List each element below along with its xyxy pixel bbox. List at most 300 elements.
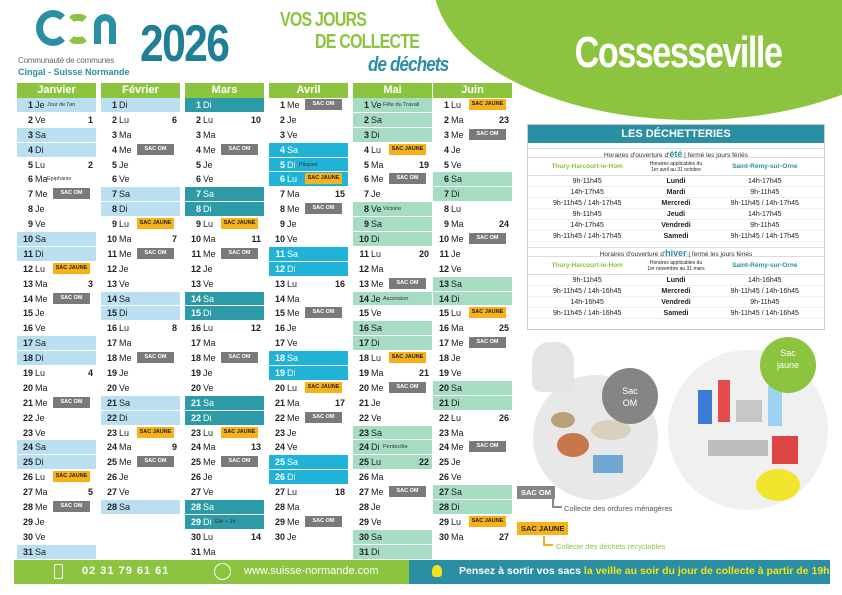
day-number: 10	[106, 234, 117, 245]
day-row	[185, 202, 264, 217]
day-row	[433, 515, 512, 530]
day-number: 5	[443, 159, 449, 170]
week-number: 13	[250, 442, 261, 453]
day-row	[433, 113, 512, 128]
day-number: 25	[274, 457, 285, 468]
day-number: 23	[274, 427, 285, 438]
week-number: 21	[418, 368, 429, 379]
day-number: 26	[190, 472, 201, 483]
title-line-1: VOS JOURS	[280, 9, 367, 31]
day-number: 13	[438, 278, 449, 289]
day-number: 23	[106, 427, 117, 438]
day-row	[101, 158, 180, 173]
weekday: Ma	[119, 442, 132, 453]
day-number: 13	[106, 278, 117, 289]
day-number: 6	[195, 174, 201, 185]
day-row	[185, 351, 264, 366]
day-row	[185, 172, 264, 187]
weekday: Je	[119, 368, 129, 379]
weekday: Sa	[203, 189, 215, 200]
day-name: Mercredi	[661, 288, 691, 295]
day-number: 11	[275, 248, 285, 259]
summer-period: Horaires applicables du 1er avril au 31 octobre	[649, 160, 703, 173]
month-fevrier	[101, 83, 180, 515]
weekday: Me	[203, 144, 216, 155]
day-number: 18	[274, 353, 285, 364]
weekday: Sa	[451, 278, 463, 289]
day-row	[185, 262, 264, 277]
month-header: Juin	[433, 83, 512, 98]
weekday: Me	[203, 248, 216, 259]
day-row	[185, 128, 264, 143]
day-row	[269, 113, 348, 128]
day-row	[17, 426, 96, 441]
week-number: 2	[87, 159, 93, 170]
day-number: 6	[111, 174, 117, 185]
day-row	[353, 262, 432, 277]
weekday: Je	[371, 189, 381, 200]
weekday: Ve	[203, 487, 214, 498]
day-number: 8	[279, 204, 285, 215]
day-row	[101, 321, 180, 336]
day-row	[101, 366, 180, 381]
week-number: 10	[250, 114, 261, 125]
day-row	[17, 545, 96, 560]
day-row	[353, 292, 432, 307]
day-row	[269, 321, 348, 336]
weekday: Di	[35, 457, 44, 468]
site-a-hours: 9h-11h45 / 14h-17h45	[553, 233, 622, 240]
day-number: 26	[22, 472, 33, 483]
day-number: 3	[195, 129, 201, 140]
day-row	[353, 143, 432, 158]
weekday: Ve	[451, 472, 462, 483]
sac-om-tag: SAC OM	[305, 203, 342, 214]
day-number: 4	[195, 144, 201, 155]
day-row	[17, 232, 96, 247]
day-row	[269, 336, 348, 351]
day-row	[185, 158, 264, 173]
day-row	[433, 426, 512, 441]
weekday: Ve	[451, 159, 462, 170]
week-number: 9	[171, 442, 177, 453]
day-number: 12	[274, 263, 285, 274]
weekday: Ve	[371, 516, 382, 527]
week-number: 18	[334, 487, 345, 498]
weekday: Di	[287, 263, 296, 274]
day-number: 18	[438, 353, 449, 364]
weekday: Sa	[119, 293, 131, 304]
day-number: 16	[190, 323, 201, 334]
sac-om-tag: SAC OM	[469, 129, 506, 140]
site-b-hours: 9h-11h45 / 14h-16h45	[730, 288, 799, 295]
weekday: Sa	[203, 293, 215, 304]
day-row	[269, 351, 348, 366]
weekday: Di	[119, 100, 128, 110]
weekday: Sa	[119, 397, 131, 408]
day-row	[433, 98, 512, 113]
day-number: 10	[22, 234, 33, 245]
holiday-label: Fête du Travail	[383, 102, 420, 108]
weekday: Sa	[371, 531, 383, 542]
day-number: 12	[358, 263, 369, 274]
sac-om-tag: SAC OM	[305, 516, 342, 527]
weekday: Lu	[287, 174, 298, 185]
day-row	[353, 530, 432, 545]
site-b-hours: 9h-11h45 / 14h-17h45	[730, 200, 799, 207]
day-row	[353, 366, 432, 381]
day-number: 13	[190, 278, 201, 289]
day-number: 29	[438, 516, 449, 527]
day-number: 11	[359, 248, 369, 259]
weekday: Ve	[287, 338, 298, 349]
day-number: 17	[438, 338, 449, 349]
day-number: 20	[438, 382, 449, 393]
day-name: Lundi	[666, 178, 686, 185]
day-number: 27	[358, 487, 369, 498]
day-number: 1	[195, 100, 201, 110]
month-header: Avril	[269, 83, 348, 98]
weekday: Sa	[35, 442, 47, 453]
weekday: Sa	[287, 144, 299, 155]
day-row	[185, 411, 264, 426]
day-row	[185, 306, 264, 321]
day-row	[433, 530, 512, 545]
hours-row	[528, 286, 824, 297]
weekday: Ma	[35, 382, 48, 393]
day-number: 24	[358, 442, 369, 453]
day-row	[101, 396, 180, 411]
day-row	[17, 306, 96, 321]
weekday: Lu	[35, 368, 46, 379]
weekday: Lu	[451, 308, 462, 319]
day-number: 15	[274, 308, 285, 319]
weekday: Ma	[287, 293, 300, 304]
day-number: 18	[22, 353, 33, 364]
weekday: Lu	[371, 457, 382, 468]
month-mai	[353, 83, 432, 560]
day-row	[353, 411, 432, 426]
month-mars	[185, 83, 264, 560]
weekday: Je	[451, 353, 461, 364]
day-row	[269, 366, 348, 381]
weekday: Ve	[371, 204, 382, 215]
day-name: Lundi	[666, 277, 686, 284]
sac-om-tag: SAC OM	[389, 278, 426, 289]
day-row	[353, 217, 432, 232]
day-row	[17, 366, 96, 381]
day-number: 15	[438, 308, 449, 319]
sac-jaune-tag: SAC JAUNE	[221, 218, 258, 229]
day-number: 8	[443, 204, 449, 215]
weekday: Ma	[119, 129, 132, 140]
day-number: 28	[438, 502, 449, 513]
day-number: 9	[443, 219, 449, 230]
sac-om-tag: SAC OM	[469, 337, 506, 348]
sac-om-tag: SAC OM	[469, 233, 506, 244]
holiday-label: Epiphanie	[47, 176, 72, 183]
day-row	[433, 336, 512, 351]
weekday: Ve	[371, 308, 382, 319]
week-number: 12	[250, 323, 261, 334]
day-row	[17, 113, 96, 128]
decheteries-panel	[527, 124, 825, 330]
month-header: Mars	[185, 83, 264, 98]
summer-header-row	[528, 158, 824, 176]
day-row	[185, 113, 264, 128]
day-row	[17, 515, 96, 530]
weekday: Di	[203, 204, 212, 215]
day-row	[433, 485, 512, 500]
weekday: Je	[451, 144, 461, 155]
day-row	[269, 232, 348, 247]
day-number: 1	[279, 100, 285, 110]
weekday: Ve	[35, 219, 46, 230]
weekday: Ve	[451, 368, 462, 379]
day-number: 14	[274, 293, 285, 304]
day-number: 22	[438, 412, 449, 423]
weekday: Je	[287, 323, 297, 334]
legend-om-tag: SAC OM	[517, 486, 555, 499]
week-number: 15	[334, 189, 345, 200]
sac-jaune-tag: SAC JAUNE	[53, 263, 90, 274]
day-number: 15	[106, 308, 117, 319]
day-number: 8	[27, 204, 33, 215]
day-number: 12	[190, 263, 201, 274]
day-number: 9	[111, 219, 117, 230]
town-name: Cossesseville	[574, 28, 782, 77]
om-bubble-line-2: OM	[622, 398, 638, 408]
day-number: 28	[274, 502, 285, 513]
summer-title-post: | fermé les jours fériés	[682, 152, 748, 159]
day-number: 14	[358, 293, 369, 304]
day-row	[269, 277, 348, 292]
weekday: Me	[119, 144, 132, 155]
weekday: Sa	[371, 219, 383, 230]
day-row	[185, 515, 264, 530]
day-row	[269, 530, 348, 545]
day-row	[185, 336, 264, 351]
weekday: Lu	[119, 323, 130, 334]
holiday-label: Victoire	[383, 206, 402, 213]
week-number: 11	[251, 234, 261, 245]
day-number: 30	[22, 531, 33, 542]
holiday-label: Pentecôte	[383, 444, 408, 451]
sac-jaune-tag: SAC JAUNE	[389, 144, 426, 155]
day-row	[353, 440, 432, 455]
hours-row	[528, 176, 824, 187]
day-row	[101, 187, 180, 202]
day-name: Vendredi	[661, 222, 691, 229]
day-row	[17, 411, 96, 426]
day-row	[433, 396, 512, 411]
site-b-hours: 9h-11h45 / 14h-16h45	[730, 310, 799, 317]
day-number: 25	[438, 457, 449, 468]
weekday: Ve	[287, 442, 298, 453]
hours-row	[528, 308, 824, 319]
week-number: 20	[418, 248, 429, 259]
day-number: 3	[279, 129, 285, 140]
day-number: 20	[190, 382, 201, 393]
day-number: 14	[438, 293, 449, 304]
day-number: 23	[22, 427, 33, 438]
phone-icon	[54, 564, 63, 579]
week-number: 7	[171, 234, 177, 245]
weekday: Lu	[371, 144, 382, 155]
site-a-label: Thury-Harcourt-le-Hom	[551, 262, 623, 269]
weekday: Sa	[451, 174, 463, 185]
day-number: 3	[443, 129, 449, 140]
day-row	[433, 247, 512, 262]
week-number: 8	[171, 323, 177, 334]
day-number: 8	[195, 204, 201, 215]
footer-website[interactable]: www.suisse-normande.com	[244, 565, 379, 577]
day-number: 3	[111, 129, 117, 140]
weekday: Ma	[451, 531, 464, 542]
logo-subtitle: Communauté de communes	[18, 56, 115, 65]
weekday: Ve	[451, 263, 462, 274]
day-number: 28	[358, 502, 369, 513]
weekday: Ma	[203, 442, 216, 453]
day-row	[269, 158, 348, 173]
day-row	[17, 440, 96, 455]
day-number: 7	[363, 189, 369, 200]
weekday: Ma	[451, 427, 464, 438]
weekday: Ma	[371, 159, 384, 170]
weekday: Lu	[203, 114, 214, 125]
day-row	[101, 306, 180, 321]
month-juin	[433, 83, 512, 545]
site-a-hours: 9h-11h45 / 14h-16h45	[553, 288, 622, 295]
day-row	[353, 455, 432, 470]
weekday: Je	[35, 204, 45, 215]
day-number: 17	[274, 338, 285, 349]
day-number: 2	[195, 114, 201, 125]
day-row	[185, 187, 264, 202]
weekday: Sa	[287, 248, 299, 259]
weekday: Me	[371, 382, 384, 393]
weekday: Sa	[35, 129, 47, 140]
day-number: 23	[358, 427, 369, 438]
weekday: Ma	[371, 368, 384, 379]
weekday: Sa	[451, 382, 463, 393]
weekday: Lu	[203, 531, 214, 542]
weekday: Lu	[203, 323, 214, 334]
day-row	[269, 515, 348, 530]
sac-om-tag: SAC OM	[53, 188, 90, 199]
day-number: 29	[274, 516, 285, 527]
day-number: 17	[106, 338, 117, 349]
day-row	[185, 321, 264, 336]
weekday: Je	[451, 457, 461, 468]
weekday: Me	[203, 457, 216, 468]
day-row	[17, 530, 96, 545]
sac-jaune-tag: SAC JAUNE	[305, 173, 342, 184]
om-bag-image	[532, 342, 574, 392]
weekday: Sa	[203, 397, 215, 408]
weekday: Di	[203, 412, 212, 423]
weekday: Ma	[35, 278, 48, 289]
sac-jaune-tag: SAC JAUNE	[53, 471, 90, 482]
day-row	[353, 113, 432, 128]
day-number: 19	[274, 368, 285, 379]
day-name: Mardi	[666, 189, 686, 196]
day-row	[185, 143, 264, 158]
weekday: Me	[35, 189, 48, 200]
day-number: 15	[22, 308, 33, 319]
globe-icon	[214, 563, 231, 580]
day-number: 24	[190, 442, 201, 453]
day-row	[185, 277, 264, 292]
weekday: Me	[119, 457, 132, 468]
day-row	[433, 143, 512, 158]
sac-om-tag: SAC OM	[221, 248, 258, 259]
day-row	[353, 158, 432, 173]
day-row	[17, 217, 96, 232]
weekday: Je	[119, 472, 129, 483]
day-row	[269, 381, 348, 396]
winter-header-row	[528, 257, 824, 275]
site-b-label: Saint-Rémy-sur-Orne	[732, 163, 798, 170]
weekday: Ma	[451, 323, 464, 334]
month-header: Janvier	[17, 83, 96, 98]
day-row	[17, 128, 96, 143]
weekday: Ve	[287, 129, 298, 140]
site-a-hours: 14h-16h45	[570, 299, 604, 306]
day-row	[433, 172, 512, 187]
sac-jaune-tag: SAC JAUNE	[469, 516, 506, 527]
day-row	[17, 262, 96, 277]
day-row	[17, 396, 96, 411]
weekday: Lu	[371, 248, 382, 259]
day-row	[269, 98, 348, 113]
day-row	[269, 143, 348, 158]
day-number: 4	[279, 144, 285, 155]
day-number: 28	[22, 502, 33, 513]
weekday: Ve	[119, 382, 130, 393]
weekday: Je	[203, 368, 213, 379]
weekday: Di	[371, 234, 380, 245]
day-number: 27	[106, 487, 117, 498]
day-row	[101, 440, 180, 455]
day-row	[185, 292, 264, 307]
day-number: 19	[190, 368, 201, 379]
weekday: Ma	[287, 397, 300, 408]
day-row	[101, 485, 180, 500]
day-row	[269, 202, 348, 217]
week-number: 26	[498, 412, 509, 423]
weekday: Me	[35, 293, 48, 304]
day-number: 13	[22, 278, 33, 289]
site-a-hours: 14h-17h45	[570, 189, 604, 196]
weekday: Ma	[203, 129, 216, 140]
day-row	[17, 277, 96, 292]
weekday: Lu	[287, 382, 298, 393]
day-row	[353, 202, 432, 217]
sac-om-tag: SAC OM	[221, 352, 258, 363]
day-number: 22	[106, 412, 117, 423]
day-row	[17, 187, 96, 202]
weekday: Me	[119, 353, 132, 364]
day-number: 8	[111, 204, 117, 215]
day-row	[185, 485, 264, 500]
day-number: 3	[27, 129, 33, 140]
weekday: Lu	[451, 204, 462, 215]
day-row	[101, 217, 180, 232]
day-row	[101, 351, 180, 366]
day-number: 20	[274, 382, 285, 393]
day-number: 9	[363, 219, 369, 230]
